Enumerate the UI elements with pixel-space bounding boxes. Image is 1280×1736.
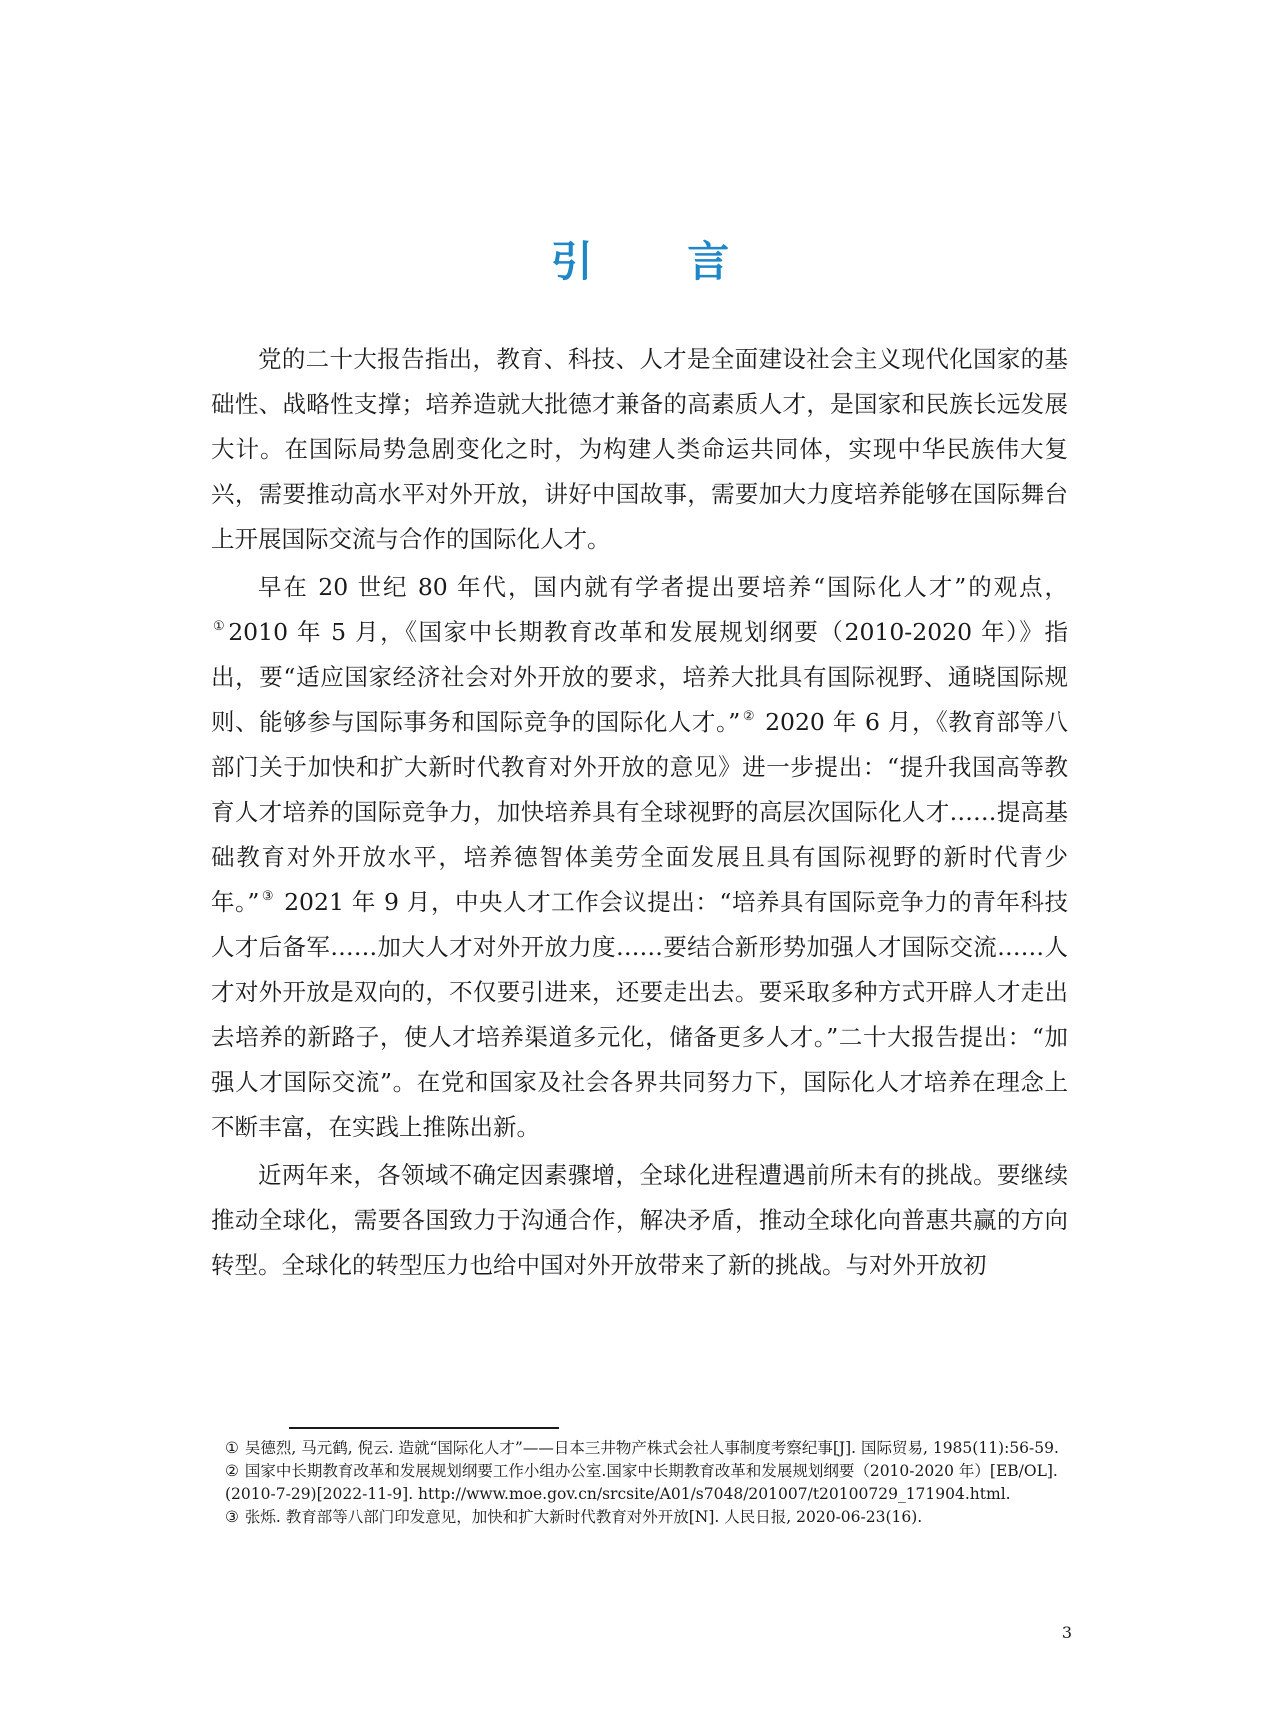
paragraph: 近两年来，各领域不确定因素骤增，全球化进程遭遇前所未有的挑战。要继续推动全球化，需要各国致力于沟通合作，解决矛盾，推动全球化向普惠共赢的方向转型。全球化的转型压力也给中国对外开放带来了新的挑战。与对外开放初 bbox=[211, 1161, 1068, 1279]
paragraph-segment: 2010 年 5 月，《国家中长期教育改革和发展规划纲要（2010-2020 年）》指出，要“适应国家经济社会对外开放的要求，培养大批具有国际视野、通晓国际规则、能够参与国际事务和国际竞争的国际化人才。” bbox=[211, 618, 1068, 736]
footnote-text: 国家中长期教育改革和发展规划纲要工作小组办公室.国家中长期教育改革和发展规划纲要（2010-2020 年）[EB/OL]. (2010-7-29)[2022-11-9]. http://www.moe.gov.cn/srcsite/A01/s7048/201007/t20100729_171904.html. bbox=[225, 1462, 1058, 1503]
footnote-ref[interactable]: ① bbox=[213, 619, 227, 634]
page-title: 引 言 bbox=[550, 237, 770, 286]
footnote bbox=[225, 1506, 1068, 1529]
footnote-text: 吴德烈, 马元鹤, 倪云. 造就“国际化人才”——日本三井物产株式会社人事制度考察纪事[J]. 国际贸易, 1985(11):56-59. bbox=[244, 1439, 1059, 1457]
footnote-divider bbox=[289, 1427, 559, 1429]
paragraph-segment: 2021 年 9 月，中央人才工作会议提出：“培养具有国际竞争力的青年科技人才后备军……加大人才对外开放力度……要结合新形势加强人才国际交流……人才对外开放是双向的，不仅要引进来，还要走出去。要采取多种方式开辟人才走出去培养的新路子，使人才培养渠道多元化，储备更多人才。”二十大报告提出：“加强人才国际交流”。在党和国家及社会各界共同努力下，国际化人才培养在理念上不断丰富，在实践上推陈出新。 bbox=[211, 888, 1068, 1141]
page-number: 3 bbox=[1061, 1623, 1072, 1642]
footnote bbox=[225, 1437, 1068, 1460]
footnotes bbox=[225, 1437, 1068, 1529]
paragraph: 党的二十大报告指出，教育、科技、人才是全面建设社会主义现代化国家的基础性、战略性支撑；培养造就大批德才兼备的高素质人才，是国家和民族长远发展大计。在国际局势急剧变化之时，为构建人类命运共同体，实现中华民族伟大复兴，需要推动高水平对外开放，讲好中国故事，需要加大力度培养能够在国际舞台上开展国际交流与合作的国际化人才。 bbox=[211, 345, 1068, 553]
footnote bbox=[225, 1460, 1068, 1506]
paragraph bbox=[211, 565, 1068, 1150]
footnote-text: 张烁. 教育部等八部门印发意见，加快和扩大新时代教育对外开放[N]. 人民日报, 2020-06-23(16). bbox=[244, 1508, 923, 1526]
paragraph-segment: 2020 年 6 月，《教育部等八部门关于加快和扩大新时代教育对外开放的意见》进一步提出：“提升我国高等教育人才培养的国际竞争力，加快培养具有全球视野的高层次国际化人才……提高基础教育对外开放水平，培养德智体美劳全面发展且具有国际视野的新时代青少年。” bbox=[211, 708, 1068, 916]
paragraph-segment: 早在 20 世纪 80 年代，国内就有学者提出要培养“国际化人才”的观点， bbox=[258, 573, 1068, 601]
footnote-ref[interactable]: ② bbox=[742, 709, 756, 724]
footnote-ref[interactable]: ③ bbox=[261, 889, 275, 904]
main-body bbox=[211, 337, 1068, 1291]
footnote-mark: ③ bbox=[225, 1508, 239, 1526]
footnote-mark: ② bbox=[225, 1462, 239, 1480]
footnote-mark: ① bbox=[225, 1439, 239, 1457]
